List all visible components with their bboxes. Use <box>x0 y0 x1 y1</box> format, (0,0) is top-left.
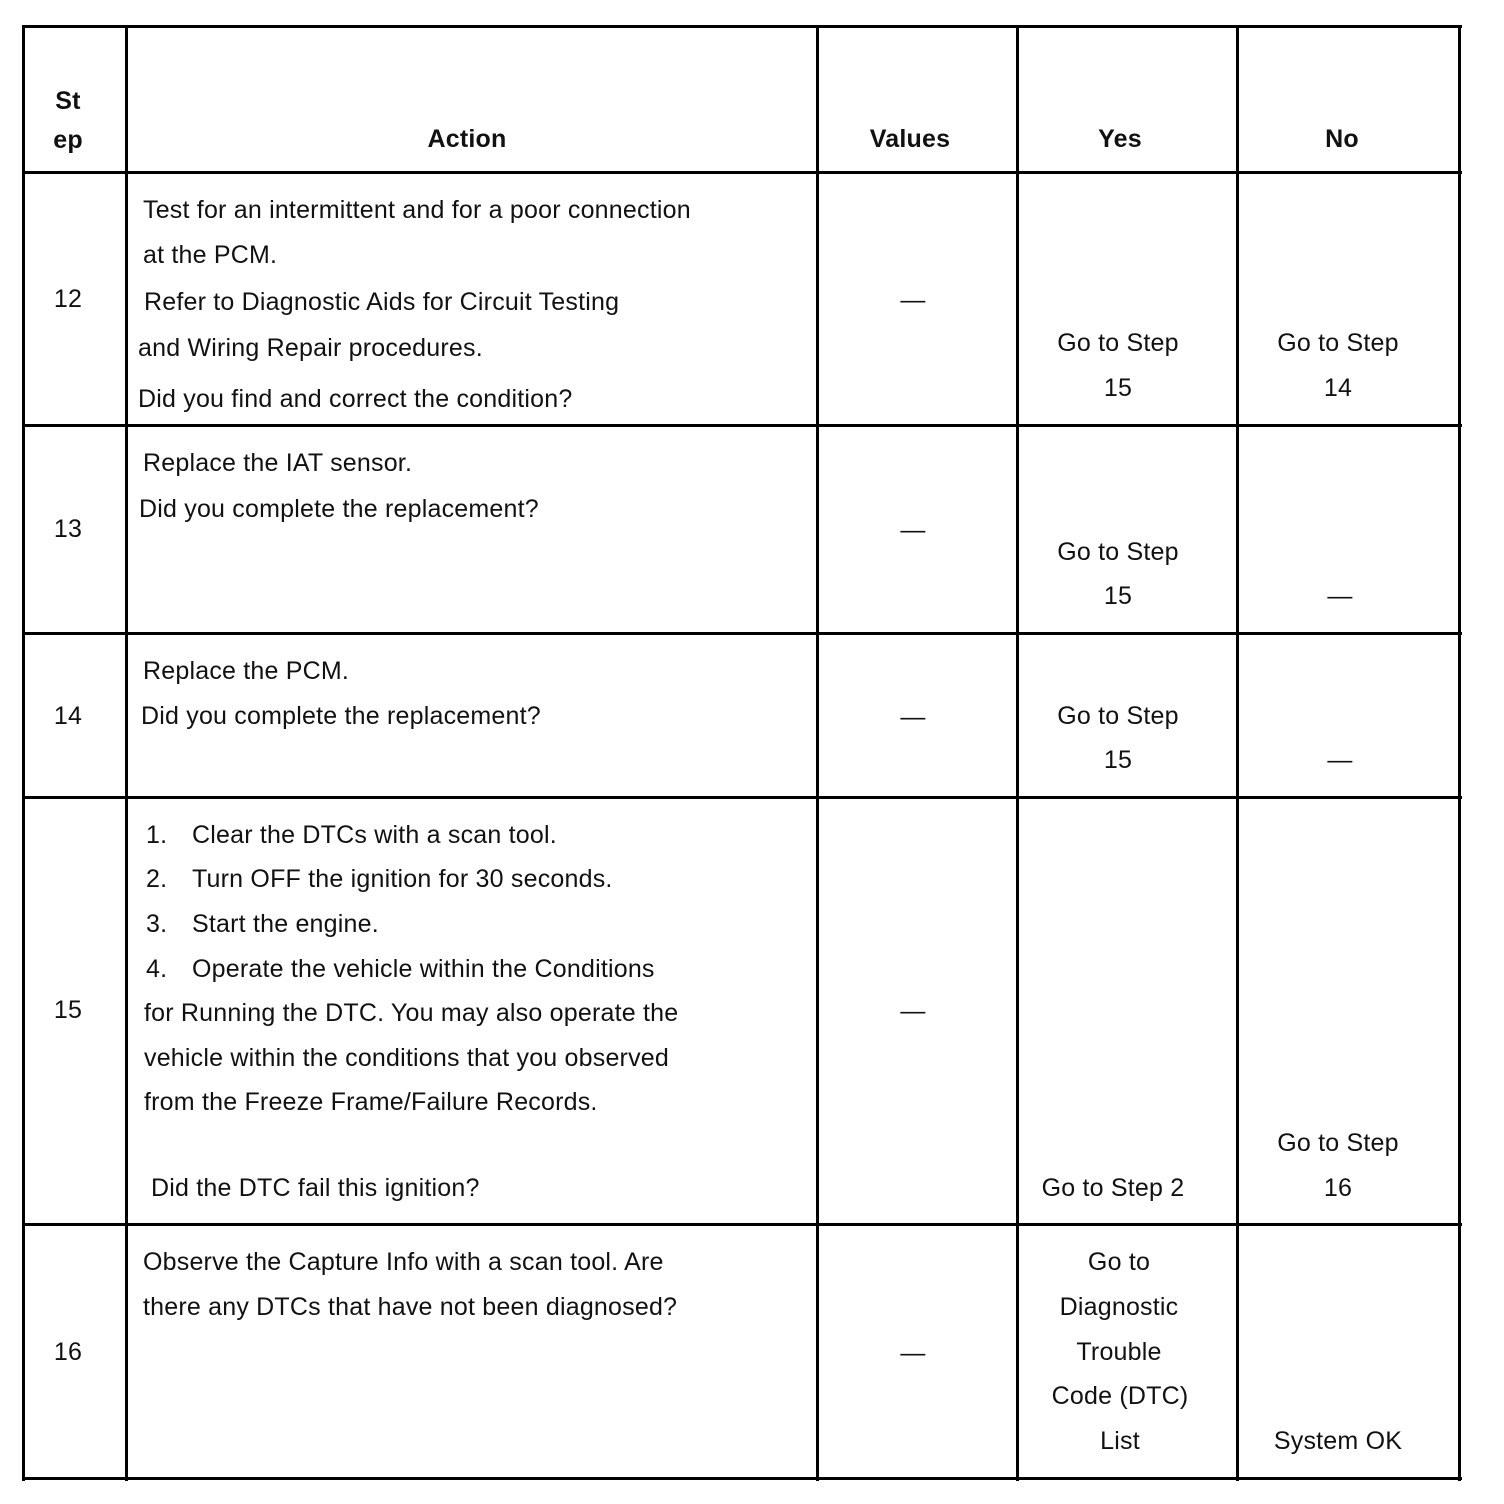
values-cell: — <box>900 703 926 731</box>
yes-cell: 15 <box>1103 746 1133 774</box>
yes-cell: 15 <box>1103 582 1133 610</box>
values-cell: — <box>900 997 926 1025</box>
column-divider <box>1236 25 1239 1481</box>
list-number: 4. <box>146 955 168 983</box>
yes-cell: Go to Step <box>1057 702 1179 730</box>
list-number: 3. <box>146 910 168 938</box>
action-line: from the Freeze Frame/Failure Records. <box>144 1088 598 1116</box>
values-cell: — <box>900 516 926 544</box>
values-cell: — <box>900 286 926 314</box>
table-border-bottom <box>22 1477 1462 1480</box>
list-item: Turn OFF the ignition for 30 seconds. <box>192 865 613 893</box>
action-line: Did the DTC fail this ignition? <box>151 1174 480 1202</box>
header-step-line1: St <box>55 87 81 115</box>
table-border-left <box>22 25 25 1481</box>
yes-cell: Go to <box>1087 1248 1151 1276</box>
list-number: 2. <box>146 865 168 893</box>
action-line: Test for an intermittent and for a poor connection <box>143 196 691 224</box>
column-divider <box>816 25 819 1481</box>
yes-cell: Diagnostic <box>1059 1293 1179 1321</box>
action-line: Observe the Capture Info with a scan tool. Are <box>143 1248 664 1276</box>
row-divider <box>22 632 1462 635</box>
header-action: Action <box>427 125 507 153</box>
yes-cell: List <box>1100 1427 1140 1455</box>
no-cell: Go to Step <box>1277 1129 1399 1157</box>
row-divider <box>22 796 1462 799</box>
action-line: at the PCM. <box>143 241 278 269</box>
yes-cell: Code (DTC) <box>1051 1382 1189 1410</box>
yes-cell: Go to Step 2 <box>1041 1174 1185 1202</box>
row-divider <box>22 424 1462 427</box>
header-step-line2: ep <box>53 126 83 154</box>
row-divider <box>22 171 1462 174</box>
header-values: Values <box>869 125 951 153</box>
no-cell: — <box>1327 582 1353 610</box>
action-line: there any DTCs that have not been diagnosed? <box>143 1293 678 1321</box>
no-cell: 16 <box>1323 1174 1353 1202</box>
action-line: Did you complete the replacement? <box>141 702 541 730</box>
step-number: 12 <box>53 285 83 313</box>
yes-cell: Trouble <box>1076 1338 1162 1366</box>
no-cell: Go to Step <box>1277 329 1399 357</box>
no-cell: 14 <box>1323 374 1353 402</box>
no-cell: — <box>1327 746 1353 774</box>
column-divider <box>125 25 128 1481</box>
list-number: 1. <box>146 821 168 849</box>
step-number: 15 <box>53 996 83 1024</box>
list-item: Start the engine. <box>192 910 379 938</box>
list-item: Clear the DTCs with a scan tool. <box>192 821 557 849</box>
action-line: vehicle within the conditions that you observed <box>144 1044 669 1072</box>
header-yes: Yes <box>1098 125 1142 153</box>
table-border-top <box>22 25 1462 28</box>
action-line: Replace the IAT sensor. <box>143 449 413 477</box>
yes-cell: Go to Step <box>1057 329 1179 357</box>
action-line: for Running the DTC. You may also operate the <box>144 999 679 1027</box>
table-border-right <box>1458 25 1461 1481</box>
step-number: 14 <box>53 702 83 730</box>
yes-cell: 15 <box>1103 374 1133 402</box>
list-item: Operate the vehicle within the Conditions <box>192 955 655 983</box>
action-line: Did you complete the replacement? <box>139 495 539 523</box>
step-number: 16 <box>53 1338 83 1366</box>
step-number: 13 <box>53 515 83 543</box>
action-line: and Wiring Repair procedures. <box>138 334 483 362</box>
no-cell: System OK <box>1273 1427 1403 1455</box>
header-no: No <box>1325 125 1359 153</box>
action-line: Replace the PCM. <box>143 657 350 685</box>
row-divider <box>22 1223 1462 1226</box>
values-cell: — <box>900 1339 926 1367</box>
action-line: Refer to Diagnostic Aids for Circuit Testing <box>144 288 620 316</box>
action-line: Did you find and correct the condition? <box>138 385 573 413</box>
yes-cell: Go to Step <box>1057 538 1179 566</box>
column-divider <box>1016 25 1019 1481</box>
